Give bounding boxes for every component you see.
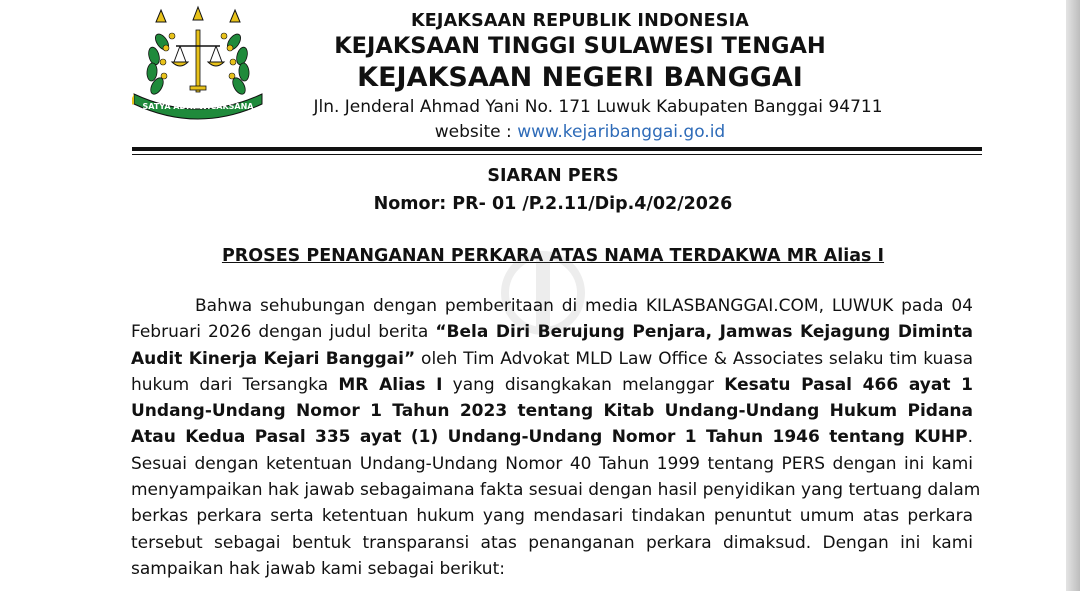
website-line: [300, 122, 860, 142]
body-text-run: Februari 2026 dengan judul berita: [131, 322, 436, 343]
high-prosecutor-office: KEJAKSAAN TINGGI SULAWESI TENGAH: [334, 33, 826, 59]
body-line: [131, 372, 973, 398]
svg-text:SATYA ADHI WICAKSANA: SATYA ADHI WICAKSANA: [142, 102, 254, 111]
body-paragraph: [131, 293, 981, 582]
body-text-bold: MR Alias I: [338, 374, 443, 395]
body-line: [131, 530, 973, 556]
letterhead-divider-thin: [132, 154, 982, 155]
body-text-run: hukum dari Tersangka: [131, 374, 339, 395]
case-title: PROSES PENANGANAN PERKARA ATAS NAMA TERDAKWA MR Alias I: [221, 246, 885, 266]
body-line: [131, 556, 973, 582]
body-text-run: tersebut sebagai bentuk transparansi atas penanganan perkara dimaksud. Dengan ini kami: [131, 532, 973, 553]
body-line: [131, 398, 973, 424]
body-text-bold: “Bela Diri Berujung Penjara, Jamwas Kejagung Diminta: [435, 322, 974, 343]
body-text-bold: Undang-Undang Nomor 1 Tahun 2023 tentang Kitab Undang-Undang Hukum Pidana: [131, 401, 973, 422]
body-line: [131, 346, 973, 372]
body-line: [131, 293, 973, 319]
body-line: [131, 451, 973, 477]
page-edge-shadow: [1066, 0, 1080, 591]
body-text-run: berkas perkara serta ketentuan hukum yang mendasari tindakan penuntut umum atas perkara: [131, 506, 973, 527]
body-text-bold: Atau Kedua Pasal 335 ayat (1) Undang-Undang Nomor 1 Tahun 1946 tentang KUHP: [131, 427, 968, 448]
kejaksaan-logo: [132, 2, 264, 130]
body-text-run: yang disangkakan melanggar: [442, 374, 725, 395]
body-text-run: menyampaikan hak jawab sebagaimana fakta sesuai dengan hasil penyidikan yang tertuang dalam: [131, 480, 981, 501]
letterhead-divider-thick: [132, 147, 982, 151]
body-text-run: .: [967, 427, 973, 448]
body-line: [131, 319, 973, 345]
body-text-run: Sesuai dengan ketentuan Undang-Undang Nomor 40 Tahun 1999 tentang PERS dengan ini kami: [131, 453, 973, 474]
body-text-run: oleh Tim Advokat MLD Law Office & Associates selaku tim kuasa: [415, 348, 973, 369]
website-label: website :: [434, 122, 518, 142]
body-text-run: Bahwa sehubungan dengan pemberitaan di media KILASBANGGAI.COM, LUWUK pada 04: [195, 296, 973, 316]
body-line: [131, 503, 973, 529]
body-line: [131, 477, 981, 503]
body-text-bold: Kesatu Pasal 466 ayat 1: [724, 374, 973, 395]
press-release-number: Nomor: PR- 01 /P.2.11/Dip.4/02/2026: [373, 194, 733, 214]
office-address: Jln. Jenderal Ahmad Yani No. 171 Luwuk Kabupaten Banggai 94711: [313, 97, 883, 117]
press-release-title: SIARAN PERS: [487, 166, 619, 186]
body-text-bold: Audit Kinerja Kejari Banggai”: [131, 348, 416, 369]
body-line: [131, 424, 973, 450]
institution-name: KEJAKSAAN REPUBLIK INDONESIA: [410, 11, 750, 31]
district-prosecutor-office: KEJAKSAAN NEGERI BANGGAI: [357, 62, 803, 93]
website-link[interactable]: www.kejaribanggai.go.id: [517, 122, 726, 142]
body-text-run: sampaikan hak jawab kami sebagai berikut:: [131, 558, 505, 579]
